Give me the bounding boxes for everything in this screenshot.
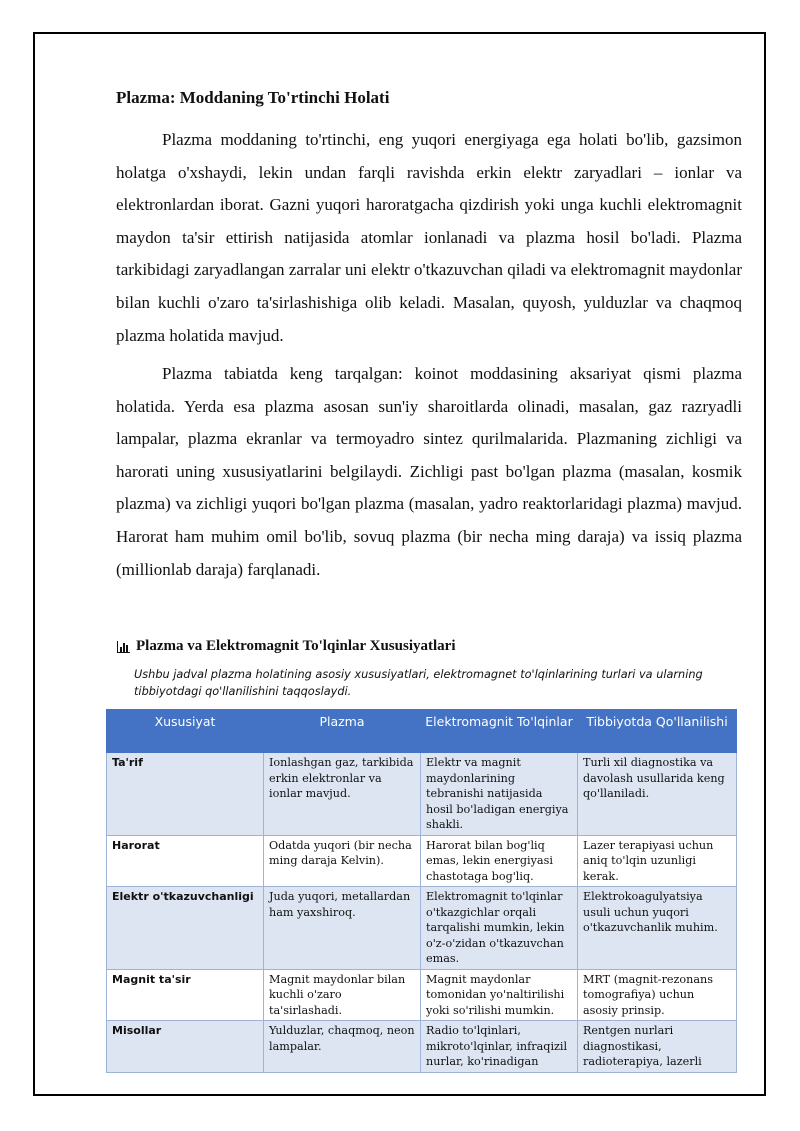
table-caption: Ushbu jadval plazma holatining asosiy xususiyatlari, elektromagnet to'lqinlarining turlari va ularning tibbiyotdagi qo'llanilishini taqqoslaydi.: [134, 668, 703, 698]
section-heading: [116, 638, 455, 655]
row-header-cell: Misollar: [107, 1021, 264, 1073]
table-row: [107, 887, 737, 970]
table-row: [107, 1021, 737, 1073]
table-cell: Odatda yuqori (bir necha ming daraja Kelvin).: [264, 835, 421, 887]
table-cell: MRT (magnit-rezonans tomografiya) uchun asosiy prinsip.: [578, 969, 737, 1021]
table-cell: Elektrokoagulyatsiya usuli uchun yuqori o'tkazuvchanlik muhim.: [578, 887, 737, 970]
row-header-cell: Magnit ta'sir: [107, 969, 264, 1021]
comparison-table: [106, 709, 737, 1073]
row-header-cell: Harorat: [107, 835, 264, 887]
table-cell: Magnit maydonlar bilan kuchli o'zaro ta'sirlashadi.: [264, 969, 421, 1021]
table-cell: Turli xil diagnostika va davolash usullarida keng qo'llaniladi.: [578, 753, 737, 836]
header-cell: Elektromagnit To'lqinlar: [421, 710, 578, 753]
table-cell: Magnit maydonlar tomonidan yo'naltirilishi yoki so'rilishi mumkin.: [421, 969, 578, 1021]
table-cell: Yulduzlar, chaqmoq, neon lampalar.: [264, 1021, 421, 1073]
table-row: [107, 753, 737, 836]
table-cell: Juda yuqori, metallardan ham yaxshiroq.: [264, 887, 421, 970]
paragraph-1: Plazma moddaning to'rtinchi, eng yuqori energiyaga ega holati bo'lib, gazsimon holatga o'xshaydi, lekin undan farqli ravishda erkin elektr zaryadlari – ionlar va elektronlardan iborat. Gazni yuqori haroratgacha qizdirish yoki unga kuchli elektromagnit maydon ta'sir ettirish natijasida atomlar ionlanadi va plazma hosil bo'ladi. Plazma tarkibidagi zaryadlangan zarralar uni elektr o'tkazuvchan qiladi va elektromagnit maydonlar bilan kuchli o'zaro ta'sirlashishiga olib keladi. Masalan, quyosh, yulduzlar va chaqmoq plazma holatida mavjud.: [116, 130, 742, 345]
table-cell: Lazer terapiyasi uchun aniq to'lqin uzunligi kerak.: [578, 835, 737, 887]
table-row: [107, 835, 737, 887]
row-header-cell: Elektr o'tkazuvchanligi: [107, 887, 264, 970]
document-title: Plazma: Moddaning To'rtinchi Holati: [116, 88, 390, 107]
section-title: Plazma va Elektromagnit To'lqinlar Xususiyatlari: [136, 638, 456, 654]
row-header-cell: Ta'rif: [107, 753, 264, 836]
paragraph-2: Plazma tabiatda keng tarqalgan: koinot moddasining aksariyat qismi plazma holatida. Yerda esa plazma asosan sun'iy sharoitlarda olinadi, masalan, gaz razryadli lampalar, plazma ekranlar va termoyadro sintez qurilmalarida. Plazmaning zichligi va harorati uning xususiyatlarini belgilaydi. Zichligi past bo'lgan plazma (masalan, kosmik plazma) va zichligi yuqori bo'lgan plazma (masalan, yadro reaktorlaridagi plazma) mavjud. Harorat ham muhim omil bo'lib, sovuq plazma (bir necha ming daraja) va issiq plazma (millionlab daraja) farqlanadi.: [116, 364, 742, 579]
header-cell: Xususiyat: [107, 710, 264, 753]
table-cell: Elektromagnit to'lqinlar o'tkazgichlar orqali tarqalishi mumkin, lekin o'z-o'zidan o'tkazuvchan emas.: [421, 887, 578, 970]
table-row: [107, 969, 737, 1021]
table-cell: Elektr va magnit maydonlarining tebranishi natijasida hosil bo'ladigan energiya shakli.: [421, 753, 578, 836]
table-header-row: [107, 710, 737, 753]
bar-chart-icon: [116, 641, 130, 653]
header-cell: Tibbiyotda Qo'llanilishi: [578, 710, 737, 753]
table-cell: Rentgen nurlari diagnostikasi, radioterapiya, lazerli: [578, 1021, 737, 1073]
table-cell: Radio to'lqinlari, mikroto'lqinlar, infraqizil nurlar, ko'rinadigan: [421, 1021, 578, 1073]
table-cell: Harorat bilan bog'liq emas, lekin energiyasi chastotaga bog'liq.: [421, 835, 578, 887]
table-cell: Ionlashgan gaz, tarkibida erkin elektronlar va ionlar mavjud.: [264, 753, 421, 836]
header-cell: Plazma: [264, 710, 421, 753]
